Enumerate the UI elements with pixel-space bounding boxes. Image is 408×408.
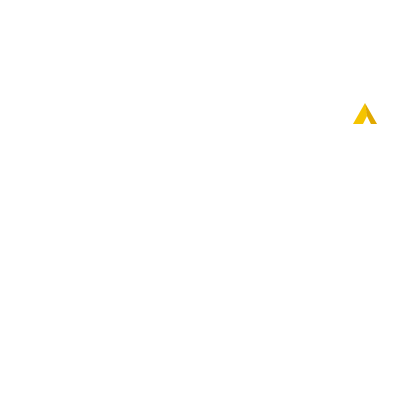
deltaplus-logo <box>336 101 394 133</box>
delta-triangle-icon <box>336 101 394 127</box>
